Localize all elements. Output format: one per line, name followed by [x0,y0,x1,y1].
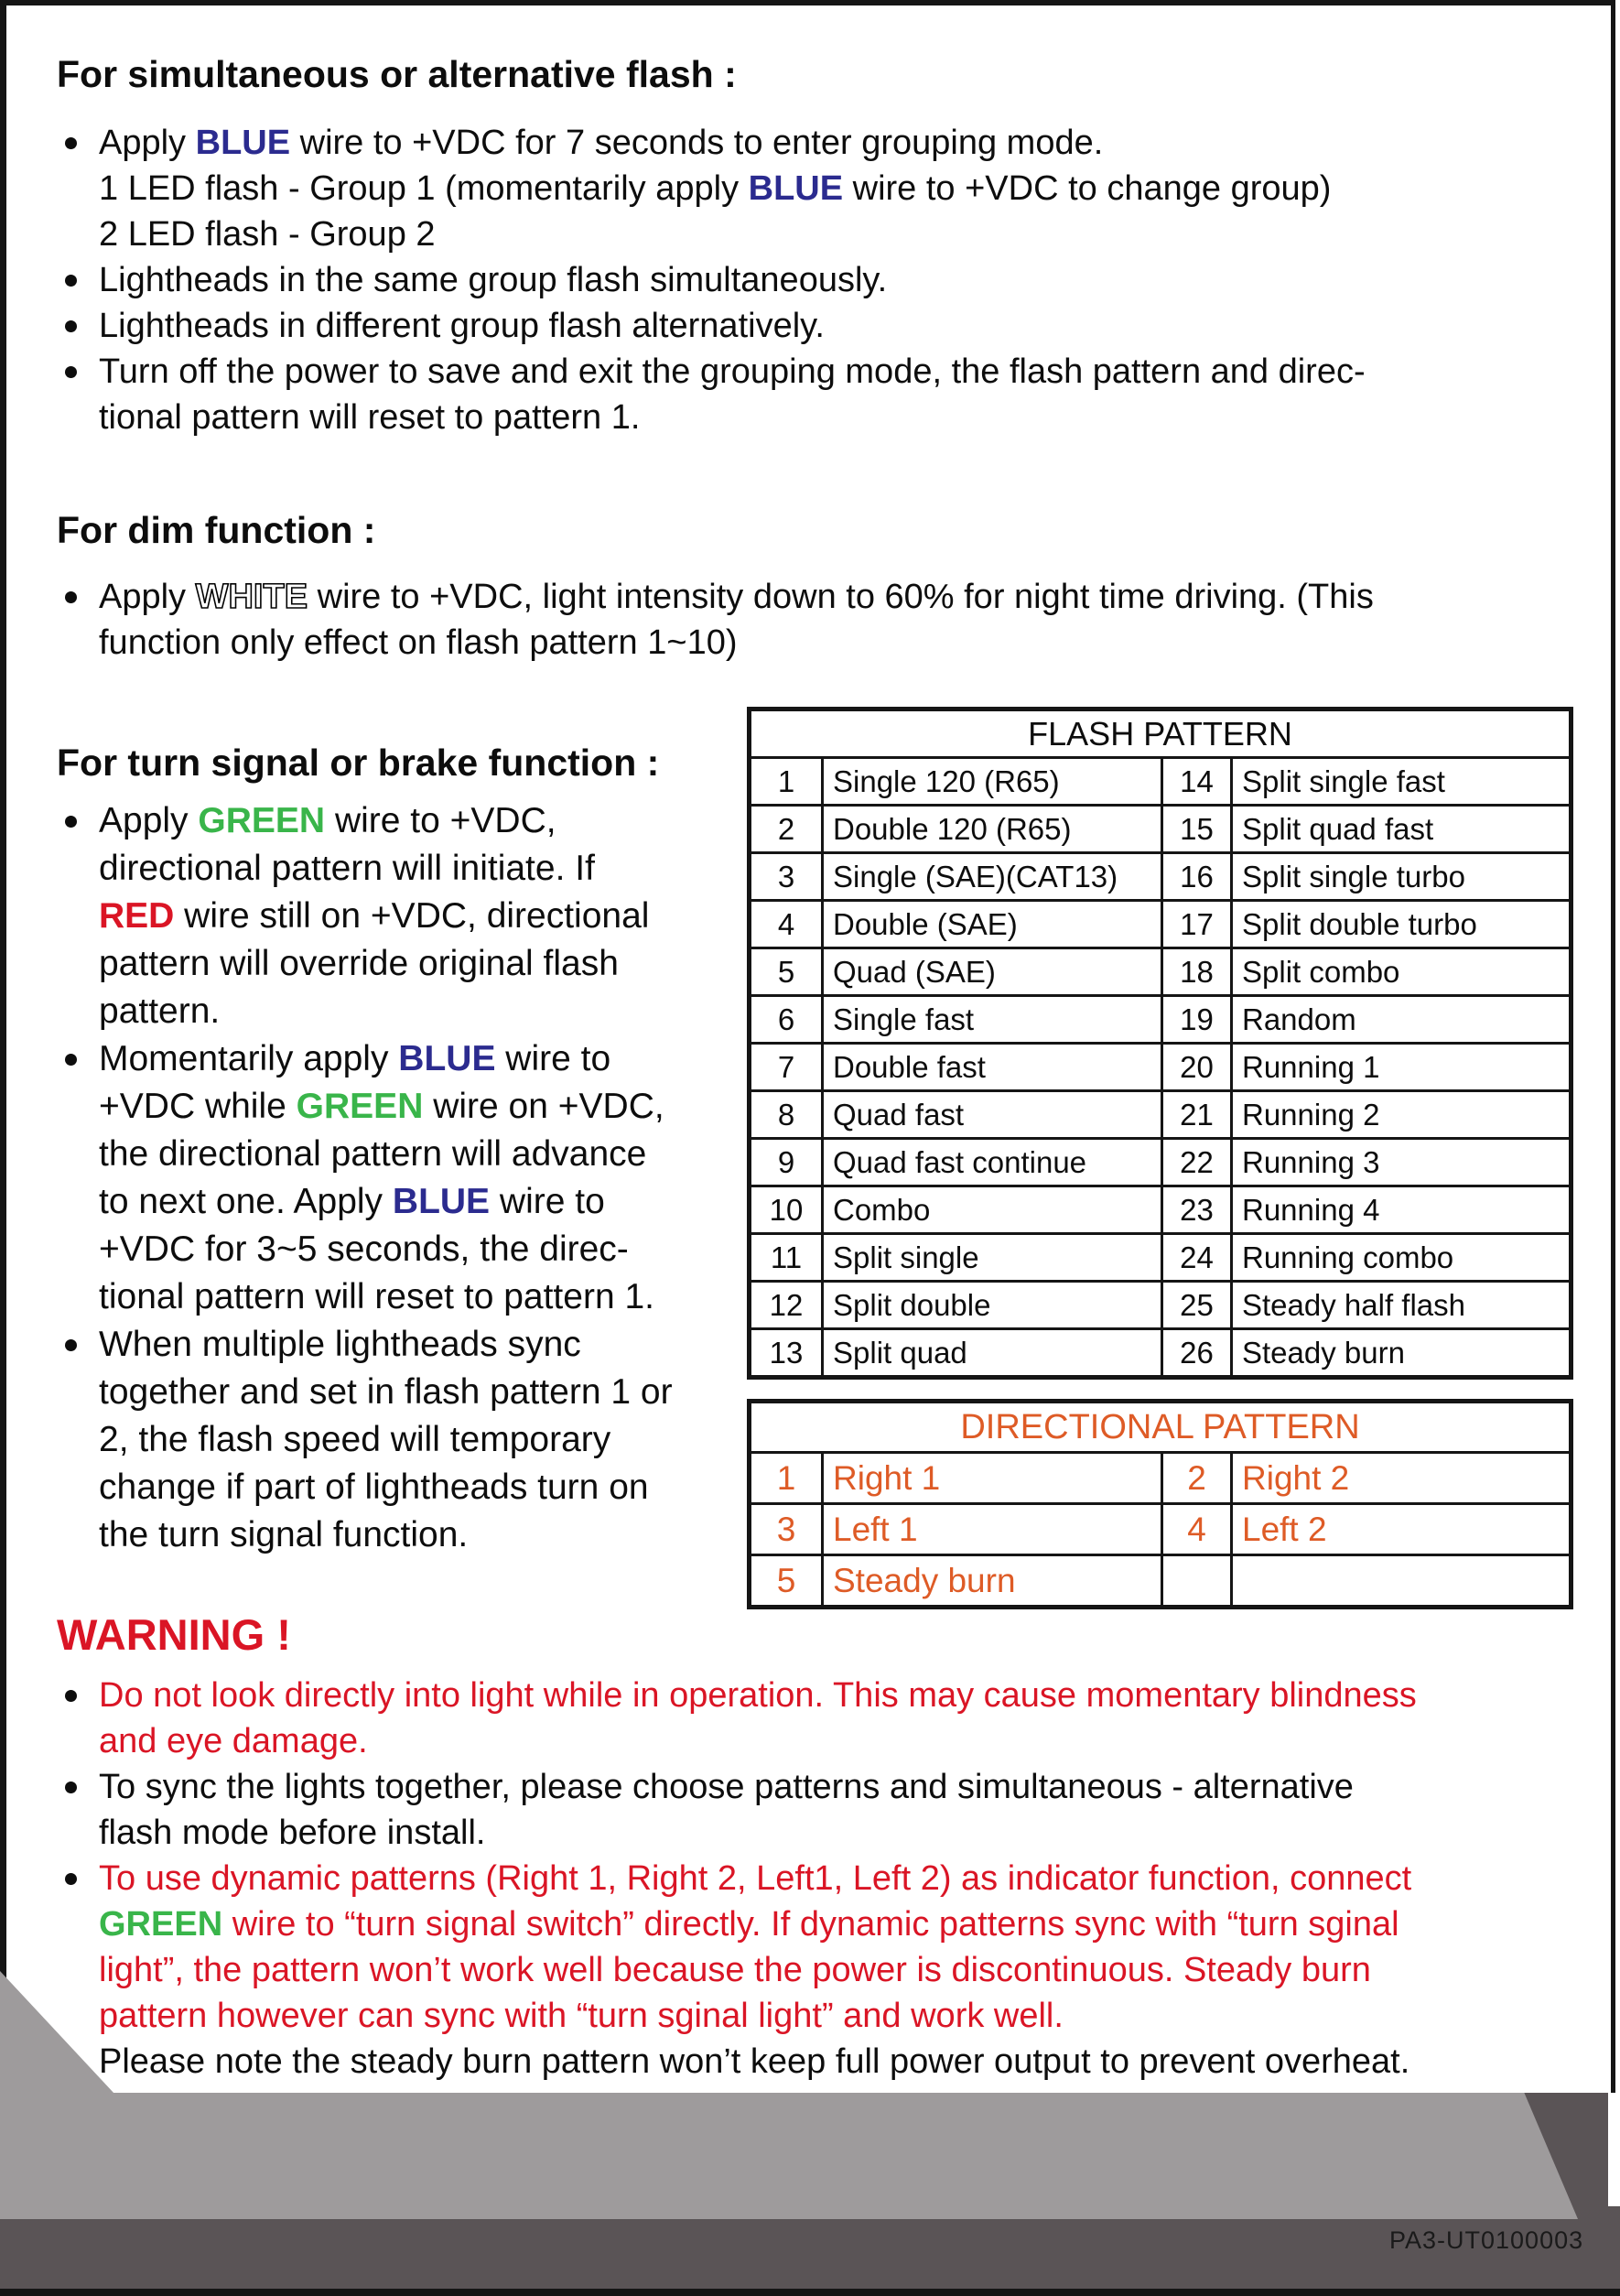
table-cell-p2: Split single turbo [1232,853,1571,901]
table-cell-n2: 24 [1162,1234,1232,1282]
text-segment: Lightheads in different group flash alternatively. [99,307,825,345]
table-cell-n1: 5 [750,1555,823,1608]
table-cell-n2: 2 [1162,1453,1232,1504]
table-row [750,1139,1571,1186]
bullet-text [99,303,825,349]
text-segment: wire to +VDC, light intensity down to 60% for night time driving. (This [308,578,1374,616]
section-turn-signal [57,742,761,1559]
text-segment: When multiple lightheads sync [99,1325,581,1364]
text-segment: together and set in flash pattern 1 or [99,1372,673,1412]
section-heading: For turn signal or brake function : [57,742,660,784]
table-cell-p2: Running 4 [1232,1186,1571,1234]
bullet-list [57,574,1576,666]
bullet-text [99,1321,673,1559]
text-segment: To use dynamic patterns (Right 1, Right 2, Left1, Left 2) as indicator function, connect [99,1859,1412,1898]
text-segment: BLUE [748,169,844,208]
table-cell-n2: 23 [1162,1186,1232,1234]
text-segment: and eye damage. [99,1722,368,1760]
table-cell-n2: 22 [1162,1139,1232,1186]
text-segment: function only effect on flash pattern 1~10) [99,623,738,662]
table-cell-p1: Split double [823,1282,1162,1329]
bullet-icon [57,120,99,257]
table-cell-n1: 4 [750,901,823,948]
bullet-text [99,120,1331,257]
text-segment: BLUE [195,124,291,162]
table-cell-n1: 6 [750,996,823,1044]
text-segment: Do not look directly into light while in operation. This may cause momentary blindness [99,1676,1417,1715]
table-cell-n1: 2 [750,806,823,853]
table-cell-p1: Double fast [823,1044,1162,1091]
table-row [750,806,1571,853]
section-simultaneous-flash [57,53,1521,440]
text-segment: +VDC while [99,1087,297,1126]
text-segment: 1 LED flash - Group 1 (momentarily apply [99,169,749,208]
bullet-item [57,349,1521,440]
page-border-top [0,0,1615,5]
bullet-icon [57,574,99,666]
table-row [750,1234,1571,1282]
table-header-row [750,1402,1571,1453]
table-row [750,1186,1571,1234]
bullet-text [99,1764,1354,1856]
table-cell-p1: Single (SAE)(CAT13) [823,853,1162,901]
directional-pattern-table [747,1399,1573,1609]
directional-table-title: DIRECTIONAL PATTERN [750,1402,1571,1453]
bullet-item [57,1035,761,1321]
bullet-text [99,574,1374,666]
table-cell-n2: 20 [1162,1044,1232,1091]
table-cell-n2: 19 [1162,996,1232,1044]
table-row [750,1329,1571,1378]
table-row [750,901,1571,948]
table-cell-p1: Quad fast [823,1091,1162,1139]
table-row [750,1504,1571,1555]
table-row [750,996,1571,1044]
text-segment: BLUE [392,1182,491,1221]
table-cell-p1: Single fast [823,996,1162,1044]
bullet-text [99,2039,1409,2085]
table-cell-n1: 3 [750,1504,823,1555]
table-cell-p2: Steady burn [1232,1329,1571,1378]
text-segment: 2 LED flash - Group 2 [99,215,436,254]
table-cell-p1: Quad fast continue [823,1139,1162,1186]
text-segment: Apply [99,801,199,840]
text-segment: change if part of lightheads turn on [99,1467,649,1507]
table-cell-p2 [1232,1555,1571,1608]
text-segment: the turn signal function. [99,1515,469,1554]
table-cell-n1: 1 [750,758,823,806]
table-cell-p1: Double 120 (R65) [823,806,1162,853]
table-cell-p1: Combo [823,1186,1162,1234]
table-cell-n1: 13 [750,1329,823,1378]
bullet-icon [57,797,99,1035]
table-row [750,1044,1571,1091]
table-cell-n2: 15 [1162,806,1232,853]
text-segment: pattern however can sync with “turn sginal light” and work well. [99,1997,1064,2035]
bullet-text [99,1856,1411,2039]
bullet-text [99,257,887,303]
table-cell-n2: 25 [1162,1282,1232,1329]
text-segment: RED [99,896,175,936]
table-cell-n1: 7 [750,1044,823,1091]
table-cell-p1: Quad (SAE) [823,948,1162,996]
bullet-icon [57,1673,99,1764]
table-cell-n1: 12 [750,1282,823,1329]
section-heading: For dim function : [57,509,376,551]
table-cell-p2: Split quad fast [1232,806,1571,853]
table-cell-n1: 9 [750,1139,823,1186]
text-segment: Turn off the power to save and exit the grouping mode, the flash pattern and direc- [99,352,1366,391]
table-row [750,853,1571,901]
text-segment: Lightheads in the same group flash simultaneously. [99,261,888,299]
table-cell-n2: 17 [1162,901,1232,948]
table-cell-p2: Running 1 [1232,1044,1571,1091]
text-segment: +VDC for 3~5 seconds, the direc- [99,1229,629,1269]
table-cell-n1: 3 [750,853,823,901]
bullet-list [57,1673,1594,2085]
text-segment: Please note the steady burn pattern won’t keep full power output to prevent overheat. [99,2042,1410,2081]
table-cell-p1: Left 1 [823,1504,1162,1555]
table-cell-p2: Running 3 [1232,1139,1571,1186]
table-cell-n2: 14 [1162,758,1232,806]
bullet-icon [57,349,99,440]
flash-table-title: FLASH PATTERN [750,709,1571,758]
table-cell-n2: 18 [1162,948,1232,996]
table-cell-p1: Double (SAE) [823,901,1162,948]
bullet-item [57,1856,1594,2039]
bullet-icon [57,1321,99,1559]
section-dim-function [57,509,1576,666]
text-segment: GREEN [99,1905,223,1944]
bullet-list [57,120,1521,440]
table-row [750,948,1571,996]
bullet-item [57,797,761,1035]
table-cell-p2: Running combo [1232,1234,1571,1282]
bullet-item [57,1321,761,1559]
table-cell-p1: Split single [823,1234,1162,1282]
table-cell-n2: 4 [1162,1504,1232,1555]
bullet-item [57,2039,1594,2085]
text-segment: flash mode before install. [99,1814,486,1852]
table-cell-p1: Steady burn [823,1555,1162,1608]
text-segment: pattern. [99,991,221,1031]
table-row [750,1555,1571,1608]
text-segment: light”, the pattern won’t work well because the power is discontinuous. Steady burn [99,1951,1371,1989]
table-cell-n2: 26 [1162,1329,1232,1378]
text-segment: wire to +VDC for 7 seconds to enter grouping mode. [290,124,1104,162]
table-cell-n2: 21 [1162,1091,1232,1139]
footer-right-margin [1608,2093,1620,2206]
bullet-icon [57,303,99,349]
text-segment: tional pattern will reset to pattern 1. [99,398,641,437]
table-cell-p2: Split single fast [1232,758,1571,806]
bullet-item [57,120,1521,257]
footer-light-band [0,2093,1578,2219]
table-row [750,1282,1571,1329]
table-cell-p2: Steady half flash [1232,1282,1571,1329]
bullet-text [99,797,649,1035]
bullet-item [57,1764,1594,1856]
bullet-icon [57,1764,99,1856]
text-segment: wire to [490,1182,605,1221]
table-cell-p2: Right 2 [1232,1453,1571,1504]
table-row [750,1091,1571,1139]
table-cell-p2: Split double turbo [1232,901,1571,948]
text-segment: tional pattern will reset to pattern 1. [99,1277,654,1316]
bullet-item [57,257,1521,303]
table-cell-n1: 10 [750,1186,823,1234]
table-cell-n1: 1 [750,1453,823,1504]
bullet-item [57,303,1521,349]
text-segment: wire to +VDC, [325,801,556,840]
bullet-text [99,1035,664,1321]
table-row [750,1453,1571,1504]
bullet-text [99,1673,1417,1764]
page-border-left [0,0,6,2220]
flash-pattern-table [747,707,1573,1380]
table-cell-p1: Split quad [823,1329,1162,1378]
text-segment: to next one. Apply [99,1182,393,1221]
text-segment: pattern will override original flash [99,944,619,983]
text-segment: GREEN [296,1087,424,1126]
bullet-icon [57,257,99,303]
text-segment: WHITE [195,578,308,616]
text-segment: GREEN [198,801,326,840]
footer-part-number: PA3-UT0100003 [1389,2226,1584,2254]
table-cell-p2: Running 2 [1232,1091,1571,1139]
table-cell-n2: 16 [1162,853,1232,901]
footer-bottom-edge [0,2289,1620,2296]
table-header-row [750,709,1571,758]
table-cell-p2: Random [1232,996,1571,1044]
bullet-list [57,797,761,1559]
text-segment: Apply [99,578,196,616]
text-segment: To sync the lights together, please choose patterns and simultaneous - alternative [99,1768,1354,1806]
text-segment: wire on +VDC, [423,1087,664,1126]
table-cell-n1: 8 [750,1091,823,1139]
text-segment: Apply [99,124,196,162]
table-cell-p2: Split combo [1232,948,1571,996]
bullet-item [57,574,1576,666]
bullet-icon [57,1035,99,1321]
bullet-item [57,1673,1594,1764]
warning-heading: WARNING ! [57,1610,291,1659]
text-segment: wire to [495,1039,611,1078]
text-segment: 2, the flash speed will temporary [99,1420,611,1459]
table-row [750,758,1571,806]
section-warning [57,1609,1594,2085]
text-segment: the directional pattern will advance [99,1134,647,1174]
table-cell-n2 [1162,1555,1232,1608]
bullet-icon [57,1856,99,2039]
text-segment: directional pattern will initiate. If [99,849,595,888]
table-cell-p1: Single 120 (R65) [823,758,1162,806]
bullet-text [99,349,1366,440]
table-cell-p1: Right 1 [823,1453,1162,1504]
text-segment: Momentarily apply [99,1039,399,1078]
text-segment: wire to +VDC to change group) [843,169,1332,208]
text-segment: wire to “turn signal switch” directly. If dynamic patterns sync with “turn sginal [222,1905,1399,1944]
table-cell-n1: 5 [750,948,823,996]
text-segment: wire still on +VDC, directional [174,896,650,936]
page-border-right [1611,0,1615,2093]
table-cell-n1: 11 [750,1234,823,1282]
text-segment: BLUE [398,1039,496,1078]
section-heading: For simultaneous or alternative flash : [57,53,737,95]
table-cell-p2: Left 2 [1232,1504,1571,1555]
